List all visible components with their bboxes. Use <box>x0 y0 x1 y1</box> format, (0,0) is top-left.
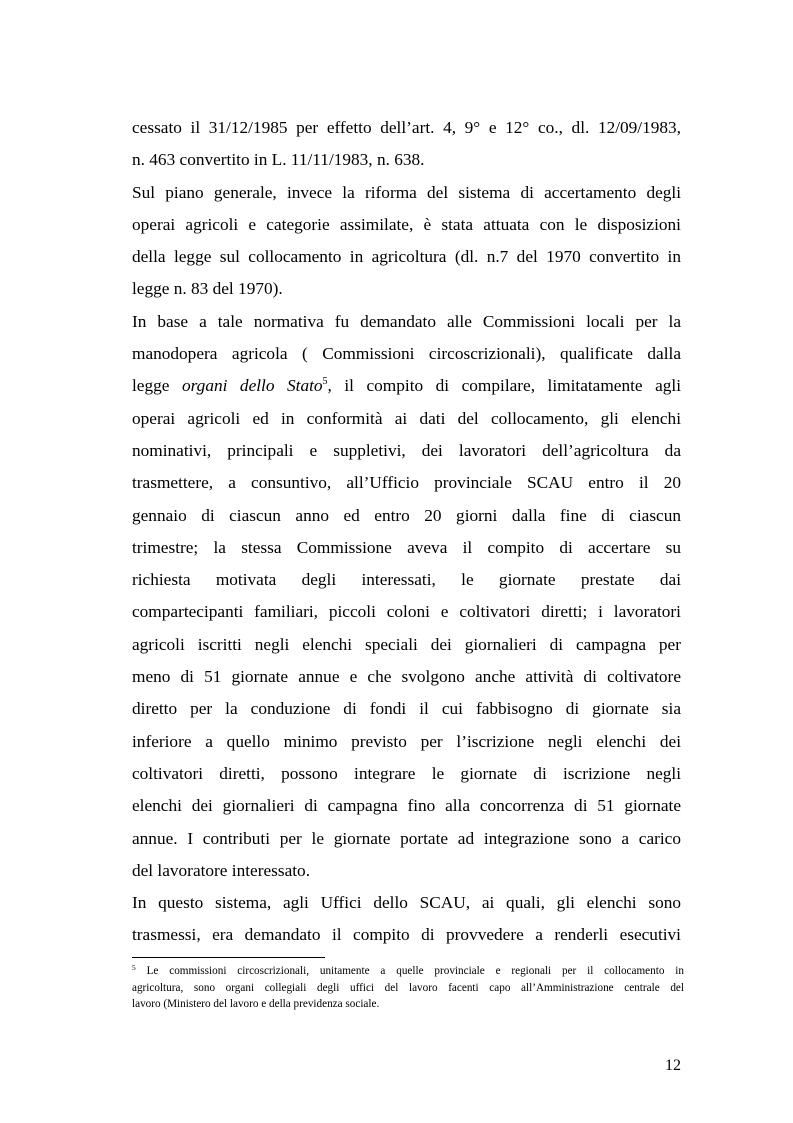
text-line: del lavoratore interessato. <box>132 860 311 880</box>
footnote-marker: 5 <box>132 963 136 972</box>
text-line: trasmettere, a consuntivo, all’Ufficio provinciale SCAU entro il 20 <box>132 473 681 493</box>
text-line: n. 463 convertito in L. 11/11/1983, n. 638. <box>132 150 425 170</box>
text-line: trasmessi, era demandato il compito di provvedere a renderli esecutivi <box>132 925 681 945</box>
text-line: nominativi, principali e suppletivi, dei lavoratori dell’agricoltura da <box>132 440 681 460</box>
text-line: trimestre; la stessa Commissione aveva il compito di accertare su <box>132 537 681 557</box>
text-segment: , il compito di compilare, limitatamente agli <box>327 376 682 396</box>
text-line: operai agricoli e categorie assimilate, è stata attuata con le disposizioni <box>132 214 681 234</box>
footnote-text: Le commissioni circoscrizionali, unitamente a quelle provinciale e regionali per il collocamento in <box>135 965 684 977</box>
text-line: coltivatori diretti, possono integrare le giornate di iscrizione negli <box>132 763 681 783</box>
footnote-line: lavoro (Ministero del lavoro e della previdenza sociale. <box>132 998 380 1010</box>
body-text <box>132 112 681 952</box>
text-line: In questo sistema, agli Uffici dello SCAU, ai quali, gli elenchi sono <box>132 893 681 913</box>
text-line: operai agricoli ed in conformità ai dati del collocamento, gli elenchi <box>132 408 681 428</box>
text-line: cessato il 31/12/1985 per effetto dell’art. 4, 9° e 12° co., dl. 12/09/1983, <box>132 118 681 137</box>
footnote-reference[interactable]: 5 <box>322 376 328 388</box>
text-line: annue. I contributi per le giornate portate ad integrazione sono a carico <box>132 828 681 848</box>
text-line: meno di 51 giornate annue e che svolgono anche attività di coltivatore <box>132 667 681 687</box>
text-line: richiesta motivata degli interessati, le giornate prestate dai <box>132 570 681 590</box>
footnote-separator <box>132 957 325 958</box>
text-line: gennaio di ciascun anno ed entro 20 giorni dalla fine di ciascun <box>132 505 681 525</box>
text-line: Sul piano generale, invece la riforma del sistema di accertamento degli <box>132 182 681 202</box>
text-line: della legge sul collocamento in agricoltura (dl. n.7 del 1970 convertito in <box>132 247 681 267</box>
footnote <box>132 963 684 1012</box>
text-line: inferiore a quello minimo previsto per l’iscrizione negli elenchi dei <box>132 731 681 751</box>
italic-term: organi dello Stato <box>181 376 323 396</box>
footnote-line <box>132 963 684 980</box>
text-line: manodopera agricola ( Commissioni circoscrizionali), qualificate dalla <box>132 344 681 364</box>
text-line: In base a tale normativa fu demandato alle Commissioni locali per la <box>132 311 681 331</box>
text-line: diretto per la conduzione di fondi il cui fabbisogno di giornate sia <box>132 699 681 719</box>
text-line: agricoli iscritti negli elenchi speciali dei giornalieri di campagna per <box>132 634 681 654</box>
footnote-line: agricoltura, sono organi collegiali degli uffici del lavoro facenti capo all’Amministrazione centrale del <box>132 982 684 994</box>
text-line: legge n. 83 del 1970). <box>132 279 283 299</box>
text-line: elenchi dei giornalieri di campagna fino alla concorrenza di 51 giornate <box>132 796 681 816</box>
text-line-with-footnote-ref <box>132 370 681 402</box>
page-number: 12 <box>665 1057 681 1074</box>
text-segment: legge <box>132 376 182 396</box>
text-line: compartecipanti familiari, piccoli coloni e coltivatori diretti; i lavoratori <box>132 602 681 622</box>
